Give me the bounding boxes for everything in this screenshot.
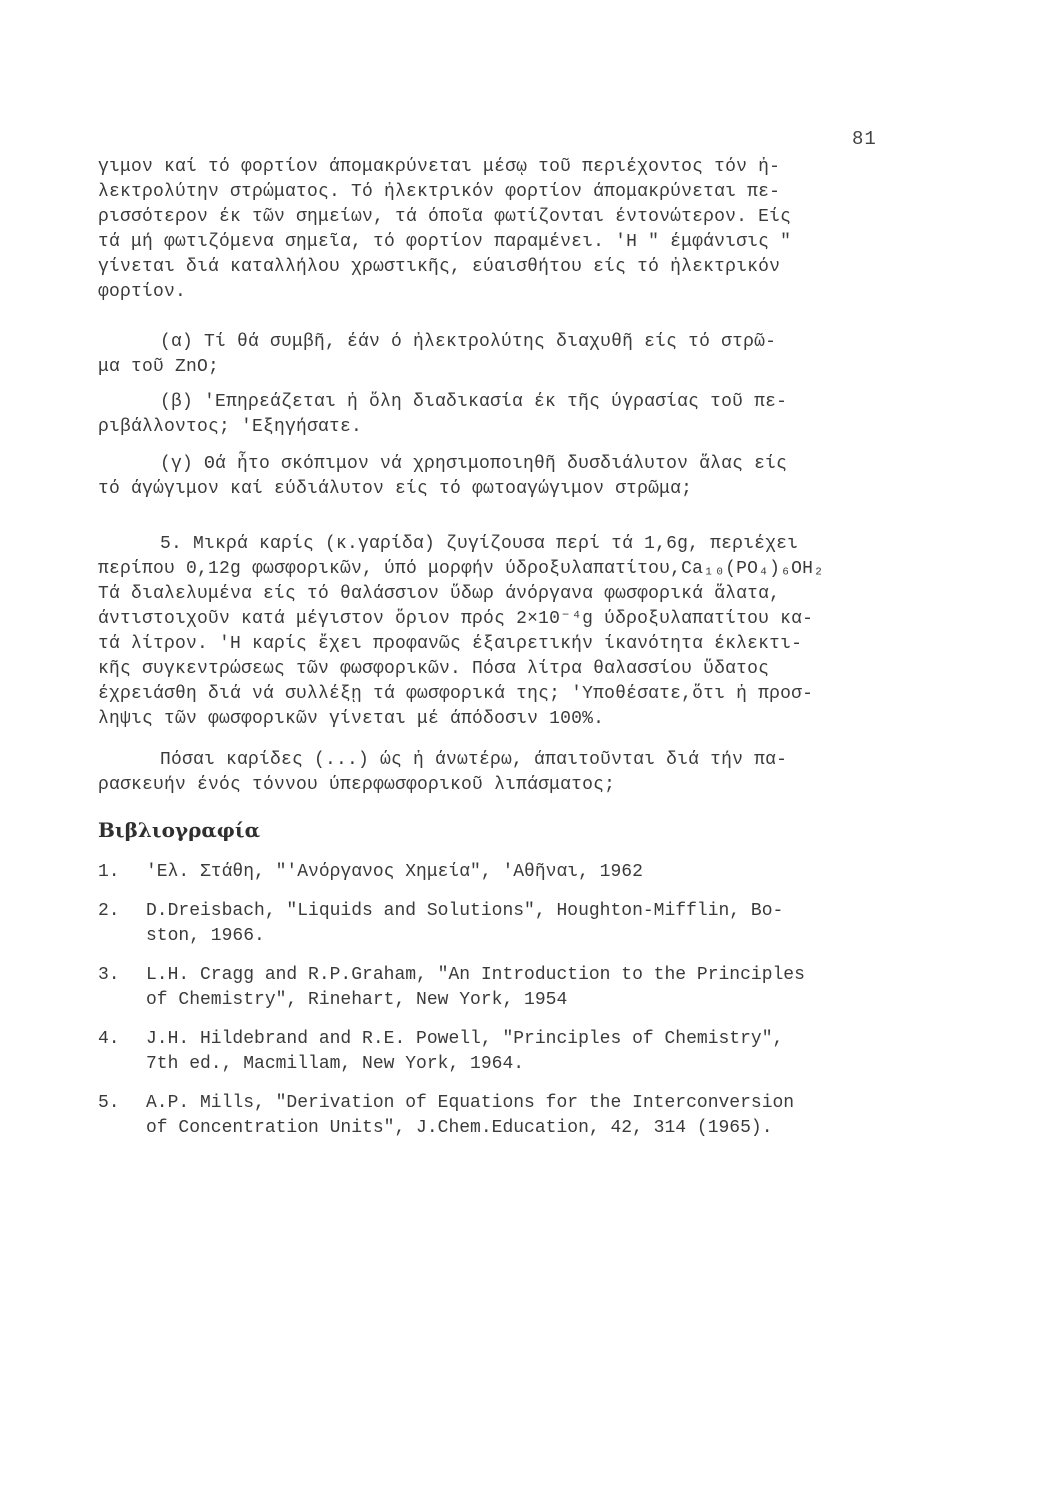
text-line: φορτίον.: [98, 282, 187, 302]
text-line: ριβάλλοντος; 'Εξηγήσατε.: [98, 417, 363, 437]
text-line: ρασκευήν ένός τόννου ύπερφωσφορικοῦ λιπάσματος;: [98, 775, 616, 795]
text-line: ρισσότερον έκ τῶν σημείων, τά όποῖα φωτίζονται έντονώτερον. Είς: [98, 207, 792, 227]
text-line: έχρειάσθη διά νά συλλέξῃ τά φωσφορικά της; 'Υποθέσατε,ὅτι ἡ προσ-: [98, 684, 814, 704]
paragraph-intro: [98, 155, 918, 305]
reference-text: of Chemistry", Rinehart, New York, 1954: [146, 990, 568, 1010]
reference-text: of Concentration Units", J.Chem.Education, 42, 314 (1965).: [146, 1118, 773, 1138]
text-line: ληψις τῶν φωσφορικῶν γίνεται μέ άπόδοσιν 100%.: [98, 709, 605, 729]
question-b: [98, 390, 918, 440]
text-line: τά λίτρον. 'Η καρίς ἔχει προφανῶς έξαιρετικήν ίκανότητα έκλεκτι-: [98, 634, 803, 654]
reference-text: 'Ελ. Στάθη, "'Ανόργανος Χημεία", 'Αθῆναι, 1962: [146, 862, 643, 882]
question-a: [98, 330, 918, 380]
reference-number: 2.: [98, 901, 120, 921]
reference-number: 1.: [98, 862, 120, 882]
text-line: λεκτρολύτην στρώματος. Τό ἠλεκτρικόν φορτίον άπομακρύνεται πε-: [98, 182, 781, 202]
reference-item: [98, 963, 928, 1013]
text-line: (γ) Θά ἦτο σκόπιμον νά χρησιμοποιηθῆ δυσδιάλυτον ἅλας είς: [160, 454, 788, 474]
text-line: τά μή φωτιζόμενα σημεῖα, τό φορτίον παραμένει. 'Η " έμφάνισις ": [98, 232, 792, 252]
text-line: (β) 'Επηρεάζεται ἡ ὅλη διαδικασία έκ τῆς ύγρασίας τοῦ πε-: [160, 392, 788, 412]
reference-list: [98, 860, 928, 1155]
text-line: άντιστοιχοῦν κατά μέγιστον ὅριον πρός 2×10⁻⁴g ύδροξυλαπατίτου κα-: [98, 609, 814, 629]
reference-text: J.H. Hildebrand and R.E. Powell, "Principles of Chemistry",: [146, 1029, 784, 1049]
text-line: τό άγώγιμον καί εύδιάλυτον είς τό φωτοαγώγιμον στρῶμα;: [98, 479, 693, 499]
text-line: 5. Μικρά καρίς (κ.γαρίδα) ζυγίζουσα περί τά 1,6g, περιέχει: [160, 534, 799, 554]
text-line: Πόσαι καρίδες (...) ώς ἡ άνωτέρω, άπαιτοῦνται διά τήν πα-: [160, 750, 788, 770]
reference-text: ston, 1966.: [146, 926, 265, 946]
reference-text: L.H. Cragg and R.P.Graham, "An Introduction to the Principles: [146, 965, 805, 985]
page-number: 81: [852, 128, 877, 150]
reference-number: 4.: [98, 1029, 120, 1049]
text-line: γίνεται διά καταλλήλου χρωστικῆς, εύαισθήτου είς τό ἠλεκτρικόν: [98, 257, 781, 277]
question-g: [98, 452, 918, 502]
bibliography-heading: Βιβλιογραφία: [98, 818, 260, 842]
reference-number: 3.: [98, 965, 120, 985]
reference-number: 5.: [98, 1093, 120, 1113]
text-line: μα τοῦ ZnO;: [98, 357, 220, 377]
text-line: (α) Τί θά συμβῆ, έάν ό ἠλεκτρολύτης διαχυθῆ είς τό στρῶ-: [160, 332, 777, 352]
text-line: γιμον καί τό φορτίον άπομακρύνεται μέσῳ τοῦ περιέχοντος τόν ἠ-: [98, 157, 781, 177]
text-line: κῆς συγκεντρώσεως τῶν φωσφορικῶν. Πόσα λίτρα θαλασσίου ὕδατος: [98, 659, 770, 679]
text-line: Τά διαλελυμένα είς τό θαλάσσιον ὕδωρ άνόργανα φωσφορικά ἅλατα,: [98, 584, 781, 604]
question-final: [98, 748, 918, 798]
reference-item: [98, 860, 928, 885]
reference-text: 7th ed., Macmillam, New York, 1964.: [146, 1054, 525, 1074]
text-line: περίπου 0,12g φωσφορικῶν, ύπό μορφήν ύδροξυλαπατίτου,Ca₁₀(PO₄)₆OH₂: [98, 559, 825, 579]
reference-text: A.P. Mills, "Derivation of Equations for the Interconversion: [146, 1093, 795, 1113]
problem-5: [98, 532, 918, 732]
reference-text: D.Dreisbach, "Liquids and Solutions", Houghton-Mifflin, Bo-: [146, 901, 784, 921]
reference-item: [98, 1027, 928, 1077]
reference-item: [98, 899, 928, 949]
reference-item: [98, 1091, 928, 1141]
